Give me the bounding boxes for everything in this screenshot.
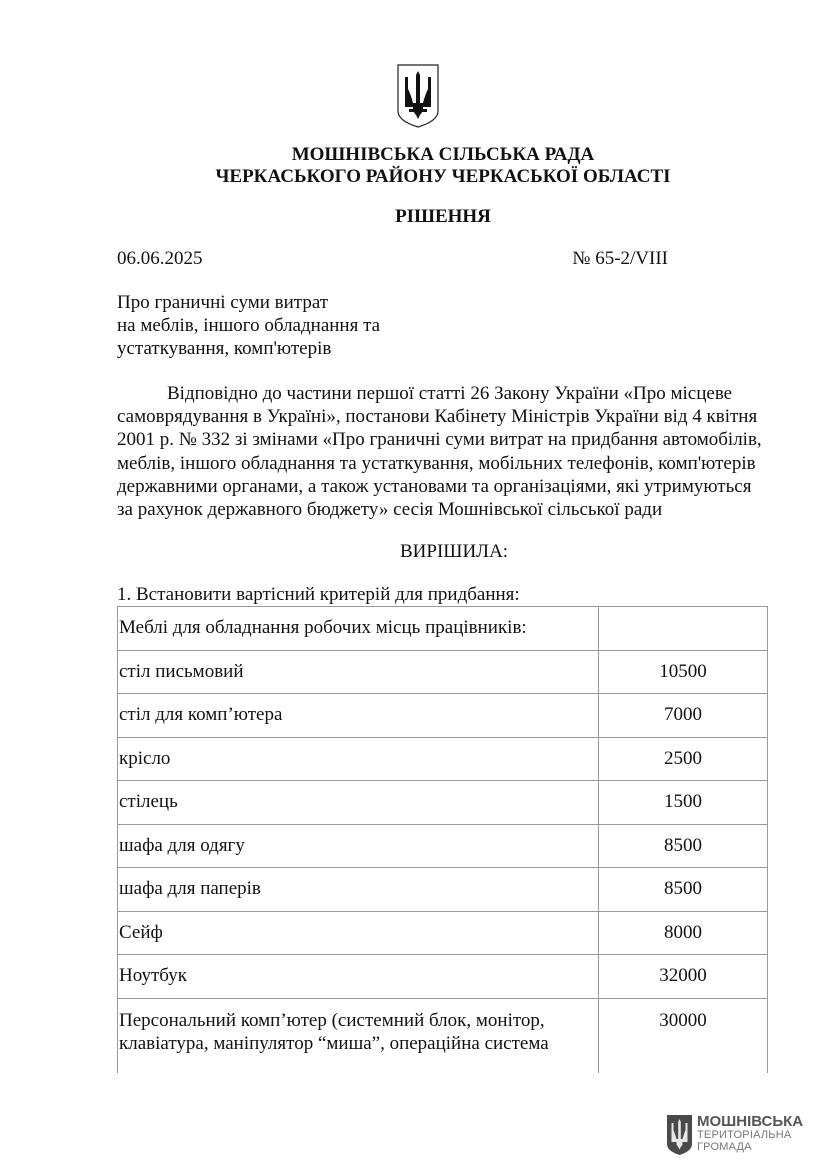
cost-criteria-table — [117, 606, 768, 1073]
subject-line: Про граничні суми витрат — [117, 292, 329, 313]
preamble-line: державними органами, а також установами та організаціями, які утримуються — [117, 475, 752, 497]
item-name-line: Персональний комп’ютер (системний блок, монітор, — [119, 1009, 545, 1031]
preamble-line: меблів, іншого обладнання та устаткування, мобільних телефонів, комп'ютерів — [117, 452, 756, 474]
preamble-paragraph — [117, 382, 772, 521]
council-name: МОШНІВСЬКА СІЛЬСЬКА РАДА — [291, 144, 595, 165]
table-row — [118, 737, 768, 781]
item-value: 10500 — [599, 650, 768, 694]
preamble-line: 2001 р. № 332 зі змінами «Про граничні суми витрат на придбання автомобілів, — [117, 429, 762, 451]
table-row — [118, 824, 768, 868]
document-type-title: РІШЕННЯ — [395, 206, 491, 227]
subject-line: на меблів, іншого обладнання та — [117, 315, 381, 336]
logo-text — [697, 1114, 803, 1153]
subject-line: устаткування, комп'ютерів — [117, 338, 332, 359]
item-value — [599, 607, 768, 651]
item-value: 8500 — [599, 824, 768, 868]
table-row — [118, 607, 768, 651]
logo-line-2: ТЕРИТОРІАЛЬНА — [697, 1129, 792, 1141]
item-value: 30000 — [599, 998, 768, 1073]
item-name: Сейф — [118, 911, 599, 955]
item-value: 7000 — [599, 694, 768, 738]
table-row — [118, 650, 768, 694]
item-name: шафа для одягу — [118, 824, 599, 868]
logo-line-1: МОШНІВСЬКА — [697, 1113, 804, 1130]
trident-shield-icon — [666, 1114, 693, 1156]
table-row — [118, 868, 768, 912]
item-name: Ноутбук — [118, 955, 599, 999]
table-row — [118, 694, 768, 738]
item-value: 32000 — [599, 955, 768, 999]
item-name: Меблі для обладнання робочих місць працівників: — [118, 607, 599, 651]
table-row — [118, 955, 768, 999]
item-name — [118, 998, 599, 1073]
item-name-line: клавіатура, маніпулятор “миша”, операційна система — [119, 1032, 549, 1054]
preamble-line: за рахунок державного бюджету» сесія Мошнівської сільської ради — [117, 499, 663, 521]
council-region: ЧЕРКАСЬКОГО РАЙОНУ ЧЕРКАСЬКОЇ ОБЛАСТІ — [215, 166, 671, 187]
logo-line-3: ГРОМАДА — [697, 1141, 752, 1153]
clause-1: 1. Встановити вартісний критерій для придбання: — [117, 584, 520, 605]
item-name: крісло — [118, 737, 599, 781]
table-row — [118, 998, 768, 1073]
item-name: стіл для комп’ютера — [118, 694, 599, 738]
table-row — [118, 781, 768, 825]
community-logo — [666, 1114, 803, 1156]
preamble-line: Відповідно до частини першої статті 26 Закону України «Про місцеве — [167, 383, 733, 404]
preamble-line: самоврядування в Україні», постанови Кабінету Міністрів України від 4 квітня — [117, 406, 758, 428]
decided-heading: ВИРІШИЛА: — [400, 541, 509, 562]
item-value: 1500 — [599, 781, 768, 825]
decision-date: 06.06.2025 — [117, 248, 203, 269]
item-name: стіл письмовий — [118, 650, 599, 694]
trident-coat-of-arms-icon — [395, 63, 441, 129]
item-value: 2500 — [599, 737, 768, 781]
table-row — [118, 911, 768, 955]
decision-number: № 65-2/VIII — [572, 248, 668, 269]
item-name: стілець — [118, 781, 599, 825]
item-value: 8500 — [599, 868, 768, 912]
item-value: 8000 — [599, 911, 768, 955]
item-name: шафа для паперів — [118, 868, 599, 912]
decision-subject — [117, 291, 380, 360]
